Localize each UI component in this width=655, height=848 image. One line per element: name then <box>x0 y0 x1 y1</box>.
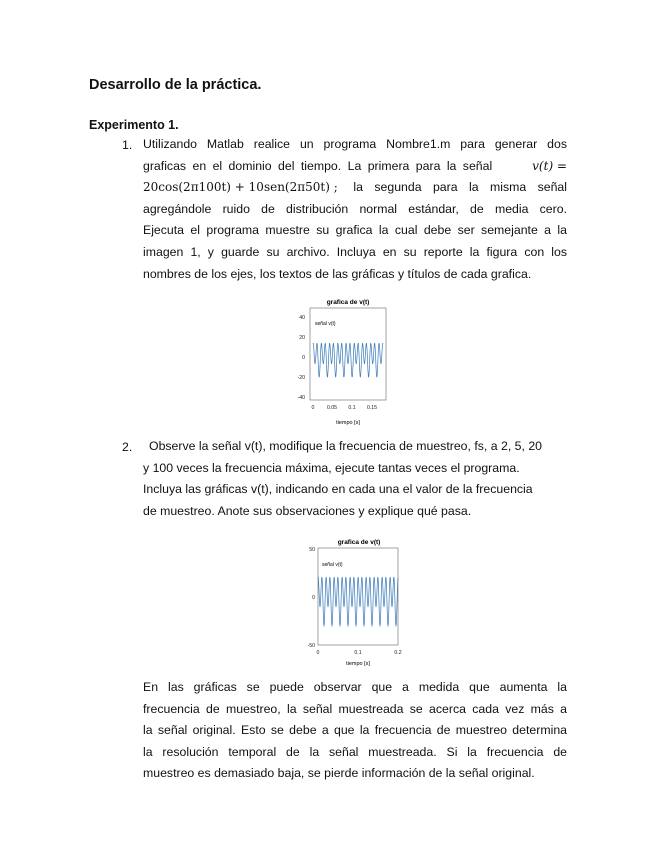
figure-1-xtick-label: 0.15 <box>366 405 378 411</box>
item-1-line-5: Ejecuta el programa muestre su grafica la cual debe ser semejante a la <box>143 223 567 238</box>
experiment-title: Experimento 1. <box>89 118 179 132</box>
figure-1-ytick-label: 40 <box>299 315 305 321</box>
item-1-line-2-math: v(t) = <box>532 158 567 173</box>
conclusion-line-5: muestreo es demasiado baja, se pierde información de la señal original. <box>143 766 535 781</box>
item-1-line-2-text: graficas en el dominio del tiempo. La primera para la señal <box>143 158 493 173</box>
item-1-line-3-text: la segunda para la misma señal <box>353 180 567 195</box>
item-2-line-2: y 100 veces la frecuencia máxima, ejecute tantas veces el programa. <box>143 460 520 475</box>
page-heading: Desarrollo de la práctica. <box>89 77 262 93</box>
figure-2-xtick-label: 0 <box>316 650 320 656</box>
figure-2-title: grafica de v(t) <box>337 539 381 546</box>
item-1-paragraph <box>143 134 567 285</box>
figure-1-ytick-label: 0 <box>302 355 305 361</box>
figure-1-ytick-label: 20 <box>299 335 305 341</box>
figure-2-xtick-label: 0.1 <box>354 650 362 656</box>
item-2-paragraph <box>143 436 567 522</box>
item-1-line-3-math: 20cos(2π100t) + 10sen(2π50t) ; <box>143 180 338 195</box>
item-2-line-1: Observe la señal v(t), modifique la frecuencia de muestreo, fs, a 2, 5, 20 <box>149 439 543 453</box>
figure-1-xtick-label: 0 <box>311 405 315 411</box>
figure-1-ytick-label: -20 <box>297 375 305 381</box>
figure-2-chart <box>297 536 409 671</box>
figure-2-ytick-label: 50 <box>309 547 315 553</box>
figure-2-xtick-label: 0.2 <box>394 650 402 656</box>
item-2-line-3: Incluya las gráficas v(t), indicando en cada una el valor de la frecuencia <box>143 482 533 497</box>
item-2-line-4: de muestreo. Anote sus observaciones y explique qué pasa. <box>143 503 472 518</box>
figure-1-ytick-label: -40 <box>297 395 305 401</box>
item-2-number: 2. <box>122 440 133 454</box>
conclusion-paragraph <box>143 677 567 785</box>
item-1-line-6: imagen 1, y guarde su archivo. Incluya en su reporte la figura con los <box>143 244 567 259</box>
conclusion-line-3: la señal original. Esto se debe a que la frecuencia de muestreo determina <box>143 723 567 738</box>
item-1-line-7: nombres de los ejes, los textos de las gráficas y títulos de cada grafica. <box>143 266 532 281</box>
figure-1-legend: señal v(t) <box>315 321 336 327</box>
item-1-line-2 <box>143 156 567 178</box>
figure-1-signal-line <box>313 343 383 377</box>
figure-1-xtick-label: 0.05 <box>326 405 338 411</box>
item-1-line-3 <box>143 177 567 199</box>
figure-2-ytick-label: 0 <box>312 595 315 601</box>
figure-2-signal-line <box>318 577 398 626</box>
figure-2-legend: señal v(t) <box>322 562 343 568</box>
item-1-line-4: agregándole ruido de distribución normal estándar, de media cero. <box>143 201 567 216</box>
conclusion-line-2: frecuencia de muestreo, la señal muestreada se acerca cada vez más a <box>143 701 567 716</box>
figure-2-ytick-label: -50 <box>307 643 315 649</box>
item-1-line-1: Utilizando Matlab realice un programa Nombre1.m para generar dos <box>143 137 567 151</box>
conclusion-line-1: En las gráficas se puede observar que a medida que aumenta la <box>143 680 567 694</box>
figure-1-chart <box>285 296 397 430</box>
figure-1-xtick-label: 0.1 <box>348 405 356 411</box>
figure-1-title: grafica de v(t) <box>326 299 370 306</box>
figure-1-xlabel: tiempo [s] <box>336 420 360 426</box>
item-1-number: 1. <box>122 138 133 152</box>
figure-2-xlabel: tiempo [s] <box>346 661 370 667</box>
conclusion-line-4: la resolución temporal de la señal muestreada. Si la frecuencia de <box>143 744 567 759</box>
